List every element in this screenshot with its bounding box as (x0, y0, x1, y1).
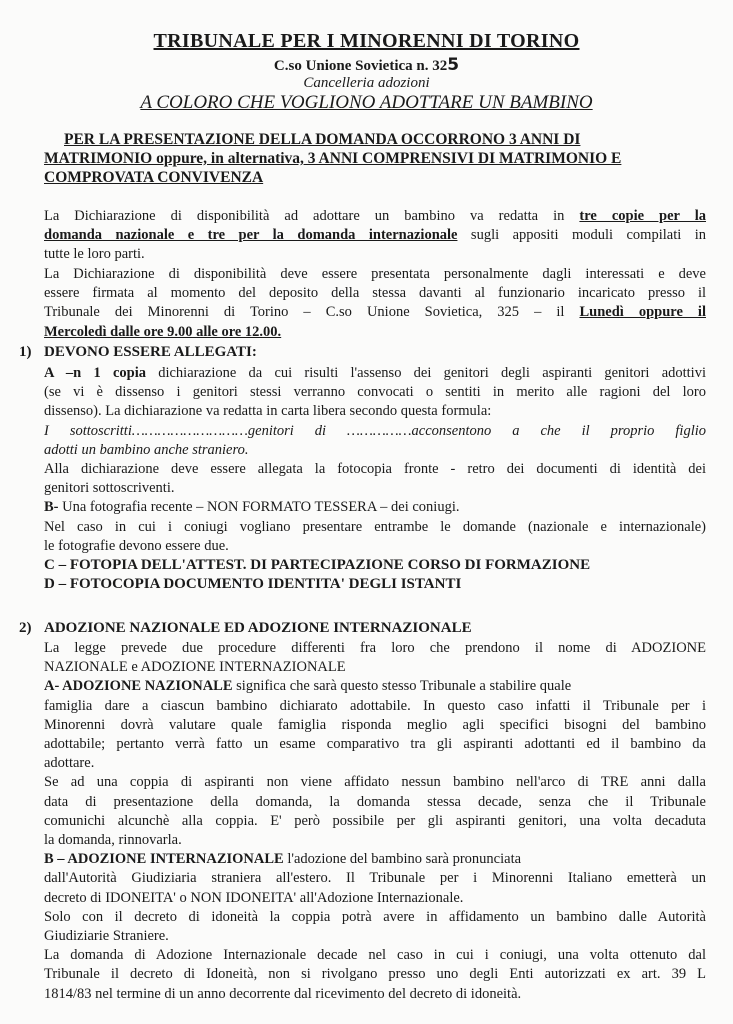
intro-p1-underlined-2: domanda nazionale e tre per la domanda internazionale (44, 227, 458, 244)
requirement-line-1: PER LA PRESENTAZIONE DELLA DOMANDA OCCORRONO 3 ANNI DI (64, 131, 581, 148)
s1-attach-line-1: Alla dichiarazione deve essere allegata la fotocopia fronte - retro dei documenti di identità dei (44, 461, 706, 478)
requirement-line-3: COMPROVATA CONVIVENZA (44, 169, 264, 186)
intro-p1-line-1 (44, 207, 706, 226)
s2-b-p3-line-2: Tribunale il decreto di Idoneità, non si rivolgano presso uno degli Enti autorizzati ex art. 39 L (44, 966, 706, 983)
s2-a-label: A- ADOZIONE NAZIONALE (44, 678, 233, 695)
s2-a-p2-line-3: comunichi alcunchè alla coppia. E' però possibile per gli aspiranti genitori, una volta decaduta (44, 812, 706, 829)
s2-b-p3-line-1: La domanda di Adozione Internazionale decade nel caso in cui i coniugi, una volta ottenuto dal (44, 947, 706, 964)
s1-b-note-2: le fotografie devono essere due. (44, 537, 229, 554)
s1-a-text-2: (se vi è dissenso i genitori stessi verranno convocati o sentiti in merito alle ragioni del loro (44, 384, 706, 401)
s1-d-item: D – FOTOCOPIA DOCUMENTO IDENTITA' DEGLI ISTANTI (44, 576, 462, 593)
s2-b-p2-line-2: Giudiziarie Straniere. (44, 928, 169, 945)
court-address (0, 55, 733, 75)
intro-p1-text-a: La Dichiarazione di disponibilità ad adottare un bambino va redatta in (44, 208, 580, 224)
s2-b-line-1 (44, 850, 706, 869)
intro-p2-line-1: La Dichiarazione di disponibilità deve essere presentata personalmente dagli interessati e deve (44, 266, 706, 282)
s2-a-p2-line-1: Se ad una coppia di aspiranti non viene affidato nessun bambino nell'arco di TRE anni dalla (44, 774, 706, 791)
s1-formula-line-1: I sottoscritti………………………genitori di ……………acconsentono a che il proprio figlio (44, 422, 706, 439)
s2-intro-line-2: NAZIONALE e ADOZIONE INTERNAZIONALE (44, 659, 346, 676)
intro-paragraph-2 (44, 265, 706, 342)
address-text: C.so Unione Sovietica n. 32 (273, 58, 448, 74)
s2-a-p2-line-4: la domanda, rinnovarla. (44, 832, 182, 849)
s1-a-label: A –n 1 copia (44, 365, 146, 381)
address-handwritten-digit: 5 (447, 55, 460, 75)
s1-b-line (44, 498, 706, 517)
intro-p2-text-c: Tribunale dei Minorenni di Torino – C.so Unione Sovietica, 325 – il (44, 304, 580, 321)
intro-p1-underlined-1: tre copie per la (579, 208, 707, 224)
requirement-line-2: MATRIMONIO oppure, in alternativa, 3 ANNI COMPRENSIVI DI MATRIMONIO E (44, 150, 622, 167)
s2-b-p2-line-1: Solo con il decreto di idoneità la coppia potrà avere in affidamento un bambino dalle Autorità (44, 908, 706, 925)
intro-p1-text-c: tutte le loro parti. (44, 246, 145, 263)
intro-p2-underlined-1: Lunedì oppure il (579, 304, 706, 321)
section-2-body (44, 639, 706, 1004)
s1-b-label: B- (44, 499, 59, 516)
s2-a-text-3: Minorenni dovrà valutare quale famiglia risponda meglio agli specifici bisogni del bambino (44, 716, 706, 733)
s2-a-text-1: significa che sarà questo stesso Tribunale a stabilire quale (232, 678, 572, 695)
s1-b-note-1: Nel caso in cui i coniugi vogliano presentare entrambe le domande (nazionale e internazionale) (44, 518, 706, 535)
section-2-number: 2) (19, 620, 32, 636)
s2-b-p3-line-3: 1814/83 nel termine di un anno decorrente dal ricevimento del decreto di idoneità. (44, 985, 522, 1002)
s2-a-p2-line-2: data di presentazione della domanda, la domanda stessa decade, senza che il Tribunale (44, 793, 706, 810)
intro-p2-line-2: essere firmata al momento del deposito della stessa davanti al funzionario incaricato presso il (44, 285, 706, 302)
intro-p2-line-3 (44, 303, 706, 322)
s2-b-text-2: dall'Autorità Giudiziaria straniera all'estero. Il Tribunale per i Minorenni Italiano emetterà un (44, 870, 706, 887)
s1-a-text-1: dichiarazione da cui risulti l'assenso dei genitori degli aspiranti genitori adottivi (145, 365, 706, 381)
section-1-title: DEVONO ESSERE ALLEGATI: (44, 344, 257, 360)
intro-p1-text-b: sugli appositi moduli compilati in (457, 227, 706, 244)
intro-p2-underlined-2: Mercoledì dalle ore 9.00 alle ore 12.00. (44, 323, 282, 340)
s1-attach-line-2: genitori sottoscriventi. (44, 480, 175, 497)
requirement-notice (44, 130, 704, 187)
s1-formula-line-2: adotti un bambino anche straniero. (44, 441, 249, 458)
intro-paragraph-1 (44, 207, 706, 265)
court-title: TRIBUNALE PER I MINORENNI DI TORINO (153, 30, 580, 52)
s2-b-text-1: l'adozione del bambino sarà pronunciata (283, 851, 522, 868)
section-1-body (44, 364, 706, 594)
s1-a-line-1 (44, 364, 706, 383)
section-2-title: ADOZIONE NAZIONALE ED ADOZIONE INTERNAZIONALE (44, 620, 472, 636)
s2-a-text-2: famiglia dare a ciascun bambino dichiarato adottabile. In questo caso infatti il Tribunale per i (44, 697, 706, 714)
s1-c-item: C – FOTOPIA DELL'ATTEST. DI PARTECIPAZIONE CORSO DI FORMAZIONE (44, 557, 591, 574)
s2-intro-line-1: La legge prevede due procedure differenti fra loro che prendono il nome di ADOZIONE (44, 640, 706, 656)
s2-b-label: B – ADOZIONE INTERNAZIONALE (44, 851, 284, 868)
intro-p1-line-2 (44, 226, 706, 245)
section-1-number: 1) (19, 344, 32, 360)
s2-b-text-3: decreto di IDONEITA' o NON IDONEITA' all'Adozione Internazionale. (44, 889, 464, 906)
office-name: Cancelleria adozioni (303, 75, 430, 91)
audience-heading: A COLORO CHE VOGLIONO ADOTTARE UN BAMBINO (140, 92, 593, 113)
s2-a-line-1 (44, 677, 706, 696)
s2-a-text-5: adottare. (44, 755, 95, 772)
s2-a-text-4: adottabile; pertanto verrà fatto un esame comparativo tra gli aspiranti adottanti ed il bambino da (44, 736, 706, 753)
s1-b-text: Una fotografia recente – NON FORMATO TESSERA – dei coniugi. (58, 499, 460, 516)
s1-a-text-3: dissenso). La dichiarazione va redatta in carta libera secondo questa formula: (44, 403, 492, 420)
